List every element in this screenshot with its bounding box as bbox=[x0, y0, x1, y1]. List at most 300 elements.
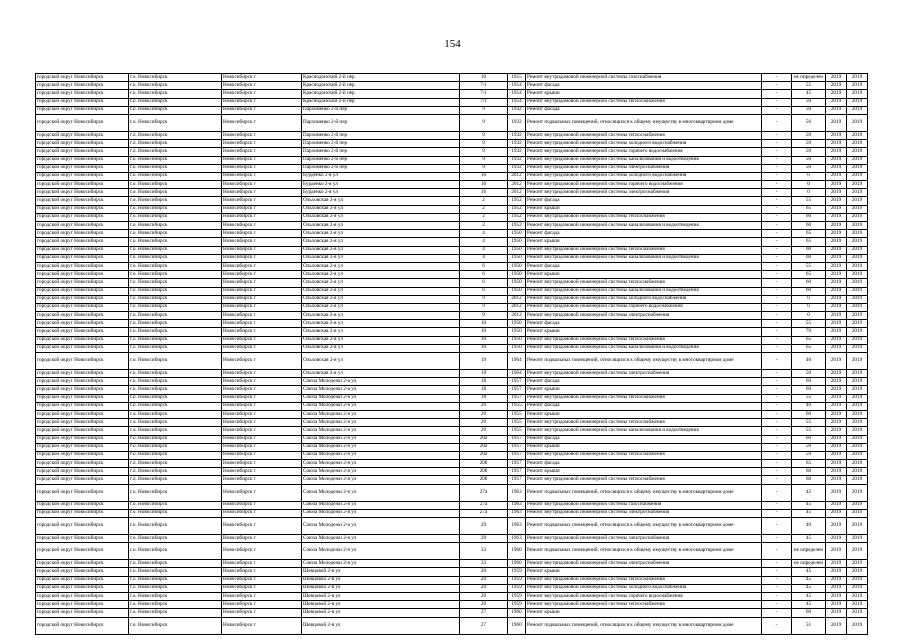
plan-year-from-cell: 2019 bbox=[826, 386, 847, 394]
table-row bbox=[36, 114, 868, 131]
street-cell: Ольховская 2-я ул bbox=[302, 295, 460, 303]
table-row bbox=[36, 98, 868, 106]
city-cell: Новосибирск г bbox=[222, 189, 302, 197]
wear-percent-cell: 40 bbox=[792, 402, 826, 410]
table-row bbox=[36, 443, 868, 451]
city-cell: Новосибирск г bbox=[222, 90, 302, 98]
plan-year-from-cell: 2019 bbox=[826, 320, 847, 328]
house-number-cell: 20 bbox=[460, 568, 508, 576]
municipality-cell: городской округ Новосибирск bbox=[36, 82, 129, 90]
city-cell: Новосибирск г bbox=[222, 484, 302, 501]
plan-year-to-cell: 2019 bbox=[847, 230, 868, 238]
city-cell: Новосибирск г bbox=[222, 197, 302, 205]
house-number-cell: 18 bbox=[460, 394, 508, 402]
build-year-cell: 1957 bbox=[508, 468, 526, 476]
city-cell: Новосибирск г bbox=[222, 592, 302, 600]
municipality-cell: городской округ Новосибирск bbox=[36, 106, 129, 114]
street-cell: Пархоменко 2-й пер bbox=[302, 114, 460, 131]
capital-repair-table bbox=[35, 73, 868, 635]
work-type-cell: Ремонт внутридомовой инженерной системы канализования и водоотведения bbox=[526, 427, 762, 435]
build-year-cell: 1932 bbox=[508, 114, 526, 131]
house-number-cell: 27 bbox=[460, 617, 508, 634]
settlement-cell: г.о. Новосибирск bbox=[129, 106, 222, 114]
work-type-cell: Ремонт подвальных помещений, относящихся к общему имуществу в многоквартирном доме bbox=[526, 114, 762, 131]
plan-year-from-cell: 2019 bbox=[826, 518, 847, 535]
table-row bbox=[36, 238, 868, 246]
settlement-cell: г.о. Новосибирск bbox=[129, 576, 222, 584]
wear-percent-cell: 50 bbox=[792, 98, 826, 106]
work-type-cell: Ремонт крыши bbox=[526, 205, 762, 213]
street-cell: Союза Молодежи 2-я ул bbox=[302, 460, 460, 468]
plan-year-to-cell: 2019 bbox=[847, 131, 868, 139]
build-year-cell: 1952 bbox=[508, 213, 526, 221]
build-year-cell: 1950 bbox=[508, 320, 526, 328]
plan-year-to-cell: 2019 bbox=[847, 518, 868, 535]
plan-year-from-cell: 2019 bbox=[826, 419, 847, 427]
extra-cell: - bbox=[762, 460, 792, 468]
municipality-cell: городской округ Новосибирск bbox=[36, 543, 129, 560]
table-row bbox=[36, 435, 868, 443]
work-type-cell: Ремонт крыши bbox=[526, 238, 762, 246]
settlement-cell: г.о. Новосибирск bbox=[129, 509, 222, 517]
house-number-cell: 20 bbox=[460, 402, 508, 410]
work-type-cell: Ремонт крыши bbox=[526, 568, 762, 576]
work-type-cell: Ремонт внутридомовой инженерной системы канализования и водоотведения bbox=[526, 254, 762, 262]
street-cell: Пархоменко 2-й пер bbox=[302, 131, 460, 139]
city-cell: Новосибирск г bbox=[222, 410, 302, 418]
plan-year-to-cell: 2019 bbox=[847, 435, 868, 443]
plan-year-from-cell: 2019 bbox=[826, 460, 847, 468]
plan-year-to-cell: 2019 bbox=[847, 402, 868, 410]
build-year-cell: 2012 bbox=[508, 189, 526, 197]
extra-cell: - bbox=[762, 617, 792, 634]
table-row bbox=[36, 205, 868, 213]
municipality-cell: городской округ Новосибирск bbox=[36, 518, 129, 535]
plan-year-from-cell: 2019 bbox=[826, 601, 847, 609]
build-year-cell: 1963 bbox=[508, 484, 526, 501]
municipality-cell: городской округ Новосибирск bbox=[36, 601, 129, 609]
street-cell: Пархоменко 2-й пер bbox=[302, 164, 460, 172]
house-number-cell: 20 bbox=[460, 419, 508, 427]
street-cell: Союза Молодежи 2-я ул bbox=[302, 509, 460, 517]
wear-percent-cell: 60 bbox=[792, 287, 826, 295]
extra-cell: - bbox=[762, 386, 792, 394]
city-cell: Новосибирск г bbox=[222, 320, 302, 328]
extra-cell: - bbox=[762, 576, 792, 584]
house-number-cell: 16 bbox=[460, 172, 508, 180]
settlement-cell: г.о. Новосибирск bbox=[129, 468, 222, 476]
plan-year-from-cell: 2019 bbox=[826, 74, 847, 82]
build-year-cell: 1952 bbox=[508, 197, 526, 205]
plan-year-to-cell: 2019 bbox=[847, 181, 868, 189]
municipality-cell: городской округ Новосибирск bbox=[36, 386, 129, 394]
settlement-cell: г.о. Новосибирск bbox=[129, 344, 222, 352]
municipality-cell: городской округ Новосибирск bbox=[36, 576, 129, 584]
wear-percent-cell: не определен bbox=[792, 560, 826, 568]
street-cell: Ольховская 2-я ул bbox=[302, 370, 460, 378]
street-cell: Ольховская 2-я ул bbox=[302, 246, 460, 254]
street-cell: Ольховская 2-я ул bbox=[302, 262, 460, 270]
city-cell: Новосибирск г bbox=[222, 271, 302, 279]
city-cell: Новосибирск г bbox=[222, 476, 302, 484]
municipality-cell: городской округ Новосибирск bbox=[36, 230, 129, 238]
house-number-cell: 4 bbox=[460, 230, 508, 238]
wear-percent-cell: 60 bbox=[792, 468, 826, 476]
house-number-cell: 9 bbox=[460, 114, 508, 131]
municipality-cell: городской округ Новосибирск bbox=[36, 303, 129, 311]
table-row bbox=[36, 568, 868, 576]
house-number-cell: 7/1 bbox=[460, 90, 508, 98]
table-row bbox=[36, 279, 868, 287]
house-number-cell: 6 bbox=[460, 287, 508, 295]
extra-cell: - bbox=[762, 148, 792, 156]
plan-year-to-cell: 2019 bbox=[847, 90, 868, 98]
extra-cell: - bbox=[762, 543, 792, 560]
street-cell: Союза Молодежи 2-я ул bbox=[302, 501, 460, 509]
table-row bbox=[36, 131, 868, 139]
settlement-cell: г.о. Новосибирск bbox=[129, 140, 222, 148]
build-year-cell: 1932 bbox=[508, 156, 526, 164]
extra-cell: - bbox=[762, 484, 792, 501]
municipality-cell: городской округ Новосибирск bbox=[36, 213, 129, 221]
wear-percent-cell: 55 bbox=[792, 197, 826, 205]
city-cell: Новосибирск г bbox=[222, 262, 302, 270]
plan-year-from-cell: 2019 bbox=[826, 114, 847, 131]
house-number-cell: 20 bbox=[460, 410, 508, 418]
wear-percent-cell: 65 bbox=[792, 205, 826, 213]
house-number-cell: 2 bbox=[460, 205, 508, 213]
work-type-cell: Ремонт фасада bbox=[526, 230, 762, 238]
plan-year-from-cell: 2019 bbox=[826, 328, 847, 336]
plan-year-to-cell: 2019 bbox=[847, 271, 868, 279]
plan-year-to-cell: 2019 bbox=[847, 568, 868, 576]
plan-year-to-cell: 2019 bbox=[847, 303, 868, 311]
table-row bbox=[36, 222, 868, 230]
street-cell: Ольховская 2-я ул bbox=[302, 336, 460, 344]
table-row bbox=[36, 419, 868, 427]
municipality-cell: городской округ Новосибирск bbox=[36, 197, 129, 205]
municipality-cell: городской округ Новосибирск bbox=[36, 410, 129, 418]
street-cell: Союза Молодежи 2-я ул bbox=[302, 419, 460, 427]
city-cell: Новосибирск г bbox=[222, 501, 302, 509]
plan-year-from-cell: 2019 bbox=[826, 230, 847, 238]
city-cell: Новосибирск г bbox=[222, 114, 302, 131]
street-cell: Ольховская 2-я ул bbox=[302, 328, 460, 336]
settlement-cell: г.о. Новосибирск bbox=[129, 601, 222, 609]
plan-year-from-cell: 2019 bbox=[826, 592, 847, 600]
wear-percent-cell: не определен bbox=[792, 74, 826, 82]
wear-percent-cell: 45 bbox=[792, 90, 826, 98]
municipality-cell: городской округ Новосибирск bbox=[36, 156, 129, 164]
extra-cell: - bbox=[762, 98, 792, 106]
house-number-cell: 9 bbox=[460, 303, 508, 311]
settlement-cell: г.о. Новосибирск bbox=[129, 460, 222, 468]
city-cell: Новосибирск г bbox=[222, 402, 302, 410]
house-number-cell: 9 bbox=[460, 312, 508, 320]
plan-year-from-cell: 2019 bbox=[826, 609, 847, 617]
street-cell: Шевцовой 2-я ул bbox=[302, 601, 460, 609]
settlement-cell: г.о. Новосибирск bbox=[129, 205, 222, 213]
wear-percent-cell: 45 bbox=[792, 568, 826, 576]
settlement-cell: г.о. Новосибирск bbox=[129, 131, 222, 139]
settlement-cell: г.о. Новосибирск bbox=[129, 114, 222, 131]
city-cell: Новосибирск г bbox=[222, 419, 302, 427]
work-type-cell: Ремонт внутридомовой инженерной системы канализования и водоотведения bbox=[526, 156, 762, 164]
wear-percent-cell: 65 bbox=[792, 238, 826, 246]
municipality-cell: городской округ Новосибирск bbox=[36, 584, 129, 592]
plan-year-from-cell: 2019 bbox=[826, 213, 847, 221]
wear-percent-cell: 45 bbox=[792, 535, 826, 543]
extra-cell: - bbox=[762, 114, 792, 131]
extra-cell: - bbox=[762, 370, 792, 378]
extra-cell: - bbox=[762, 246, 792, 254]
build-year-cell: 1950 bbox=[508, 336, 526, 344]
house-number-cell: 16 bbox=[460, 181, 508, 189]
plan-year-to-cell: 2019 bbox=[847, 254, 868, 262]
plan-year-to-cell: 2019 bbox=[847, 584, 868, 592]
plan-year-from-cell: 2019 bbox=[826, 181, 847, 189]
plan-year-to-cell: 2019 bbox=[847, 394, 868, 402]
extra-cell: - bbox=[762, 312, 792, 320]
plan-year-from-cell: 2019 bbox=[826, 189, 847, 197]
plan-year-to-cell: 2019 bbox=[847, 543, 868, 560]
plan-year-to-cell: 2019 bbox=[847, 189, 868, 197]
plan-year-to-cell: 2019 bbox=[847, 336, 868, 344]
wear-percent-cell: 55 bbox=[792, 320, 826, 328]
table-row bbox=[36, 609, 868, 617]
table-row bbox=[36, 213, 868, 221]
municipality-cell: городской округ Новосибирск bbox=[36, 378, 129, 386]
plan-year-to-cell: 2019 bbox=[847, 74, 868, 82]
table-row bbox=[36, 287, 868, 295]
table-row bbox=[36, 560, 868, 568]
settlement-cell: г.о. Новосибирск bbox=[129, 427, 222, 435]
plan-year-from-cell: 2019 bbox=[826, 509, 847, 517]
plan-year-to-cell: 2019 bbox=[847, 460, 868, 468]
city-cell: Новосибирск г bbox=[222, 148, 302, 156]
municipality-cell: городской округ Новосибирск bbox=[36, 509, 129, 517]
extra-cell: - bbox=[762, 82, 792, 90]
wear-percent-cell: 50 bbox=[792, 148, 826, 156]
extra-cell: - bbox=[762, 287, 792, 295]
build-year-cell: 1955 bbox=[508, 419, 526, 427]
municipality-cell: городской округ Новосибирск bbox=[36, 476, 129, 484]
house-number-cell: 9 bbox=[460, 106, 508, 114]
street-cell: Союза Молодежи 2-я ул bbox=[302, 535, 460, 543]
street-cell: Союза Молодежи 2-я ул bbox=[302, 386, 460, 394]
work-type-cell: Ремонт фасада bbox=[526, 402, 762, 410]
wear-percent-cell: 60 bbox=[792, 378, 826, 386]
extra-cell: - bbox=[762, 197, 792, 205]
build-year-cell: 1950 bbox=[508, 254, 526, 262]
settlement-cell: г.о. Новосибирск bbox=[129, 617, 222, 634]
street-cell: Союза Молодежи 2-я ул bbox=[302, 435, 460, 443]
wear-percent-cell: 50 bbox=[792, 106, 826, 114]
plan-year-from-cell: 2019 bbox=[826, 451, 847, 459]
table-row bbox=[36, 484, 868, 501]
settlement-cell: г.о. Новосибирск bbox=[129, 254, 222, 262]
work-type-cell: Ремонт внутридомовой инженерной системы теплоснабжения bbox=[526, 476, 762, 484]
plan-year-to-cell: 2019 bbox=[847, 419, 868, 427]
city-cell: Новосибирск г bbox=[222, 164, 302, 172]
city-cell: Новосибирск г bbox=[222, 230, 302, 238]
plan-year-from-cell: 2019 bbox=[826, 617, 847, 634]
house-number-cell: 6 bbox=[460, 279, 508, 287]
table-row bbox=[36, 74, 868, 82]
extra-cell: - bbox=[762, 213, 792, 221]
build-year-cell: 1957 bbox=[508, 476, 526, 484]
municipality-cell: городской округ Новосибирск bbox=[36, 568, 129, 576]
plan-year-from-cell: 2019 bbox=[826, 295, 847, 303]
build-year-cell: 1960 bbox=[508, 543, 526, 560]
extra-cell: - bbox=[762, 336, 792, 344]
city-cell: Новосибирск г bbox=[222, 378, 302, 386]
work-type-cell: Ремонт внутридомовой инженерной системы теплоснабжения bbox=[526, 394, 762, 402]
street-cell: Союза Молодежи 2-я ул bbox=[302, 427, 460, 435]
city-cell: Новосибирск г bbox=[222, 609, 302, 617]
build-year-cell: 1954 bbox=[508, 90, 526, 98]
build-year-cell: 1932 bbox=[508, 106, 526, 114]
house-number-cell: 18 bbox=[460, 378, 508, 386]
plan-year-from-cell: 2019 bbox=[826, 560, 847, 568]
build-year-cell: 2012 bbox=[508, 295, 526, 303]
street-cell: Шевцовой 2-я ул bbox=[302, 617, 460, 634]
table-row bbox=[36, 410, 868, 418]
work-type-cell: Ремонт внутридомовой инженерной системы теплоснабжения bbox=[526, 98, 762, 106]
table-row bbox=[36, 353, 868, 370]
build-year-cell: 1950 bbox=[508, 230, 526, 238]
municipality-cell: городской округ Новосибирск bbox=[36, 295, 129, 303]
build-year-cell: 1955 bbox=[508, 74, 526, 82]
city-cell: Новосибирск г bbox=[222, 584, 302, 592]
extra-cell: - bbox=[762, 320, 792, 328]
house-number-cell: 4 bbox=[460, 254, 508, 262]
plan-year-to-cell: 2019 bbox=[847, 535, 868, 543]
settlement-cell: г.о. Новосибирск bbox=[129, 386, 222, 394]
wear-percent-cell: 55 bbox=[792, 394, 826, 402]
wear-percent-cell: 50 bbox=[792, 370, 826, 378]
work-type-cell: Ремонт подвальных помещений, относящихся к общему имуществу в многоквартирном доме bbox=[526, 617, 762, 634]
municipality-cell: городской округ Новосибирск bbox=[36, 328, 129, 336]
plan-year-to-cell: 2019 bbox=[847, 197, 868, 205]
house-number-cell: 9 bbox=[460, 164, 508, 172]
build-year-cell: 1957 bbox=[508, 451, 526, 459]
settlement-cell: г.о. Новосибирск bbox=[129, 543, 222, 560]
plan-year-from-cell: 2019 bbox=[826, 584, 847, 592]
municipality-cell: городской округ Новосибирск bbox=[36, 189, 129, 197]
wear-percent-cell: 50 bbox=[792, 156, 826, 164]
house-number-cell: 27а bbox=[460, 501, 508, 509]
work-type-cell: Ремонт внутридомовой инженерной системы канализования и водоотведения bbox=[526, 287, 762, 295]
work-type-cell: Ремонт внутридомовой инженерной системы электроснабжения bbox=[526, 189, 762, 197]
work-type-cell: Ремонт подвальных помещений, относящихся к общему имуществу в многоквартирном доме bbox=[526, 518, 762, 535]
settlement-cell: г.о. Новосибирск bbox=[129, 279, 222, 287]
work-type-cell: Ремонт внутридомовой инженерной системы газоснабжения bbox=[526, 74, 762, 82]
plan-year-from-cell: 2019 bbox=[826, 312, 847, 320]
settlement-cell: г.о. Новосибирск bbox=[129, 230, 222, 238]
settlement-cell: г.о. Новосибирск bbox=[129, 271, 222, 279]
build-year-cell: 1959 bbox=[508, 568, 526, 576]
work-type-cell: Ремонт фасада bbox=[526, 460, 762, 468]
city-cell: Новосибирск г bbox=[222, 303, 302, 311]
settlement-cell: г.о. Новосибирск bbox=[129, 164, 222, 172]
extra-cell: - bbox=[762, 468, 792, 476]
street-cell: Шевцовой 2-я ул bbox=[302, 576, 460, 584]
city-cell: Новосибирск г bbox=[222, 279, 302, 287]
wear-percent-cell: 0 bbox=[792, 303, 826, 311]
house-number-cell: 9 bbox=[460, 140, 508, 148]
settlement-cell: г.о. Новосибирск bbox=[129, 156, 222, 164]
extra-cell: - bbox=[762, 205, 792, 213]
build-year-cell: 1960 bbox=[508, 617, 526, 634]
extra-cell: - bbox=[762, 476, 792, 484]
settlement-cell: г.о. Новосибирск bbox=[129, 74, 222, 82]
city-cell: Новосибирск г bbox=[222, 287, 302, 295]
street-cell: Союза Молодежи 2-я ул bbox=[302, 394, 460, 402]
extra-cell: - bbox=[762, 328, 792, 336]
table-row bbox=[36, 172, 868, 180]
city-cell: Новосибирск г bbox=[222, 172, 302, 180]
work-type-cell: Ремонт крыши bbox=[526, 468, 762, 476]
city-cell: Новосибирск г bbox=[222, 140, 302, 148]
extra-cell: - bbox=[762, 568, 792, 576]
build-year-cell: 1955 bbox=[508, 427, 526, 435]
plan-year-to-cell: 2019 bbox=[847, 156, 868, 164]
municipality-cell: городской округ Новосибирск bbox=[36, 535, 129, 543]
extra-cell: - bbox=[762, 394, 792, 402]
wear-percent-cell: 60 bbox=[792, 386, 826, 394]
city-cell: Новосибирск г bbox=[222, 386, 302, 394]
extra-cell: - bbox=[762, 443, 792, 451]
house-number-cell: 10 bbox=[460, 336, 508, 344]
house-number-cell: 20б bbox=[460, 460, 508, 468]
work-type-cell: Ремонт внутридомовой инженерной системы горячего водоснабжения bbox=[526, 303, 762, 311]
build-year-cell: 1955 bbox=[508, 402, 526, 410]
plan-year-to-cell: 2019 bbox=[847, 592, 868, 600]
house-number-cell: 2 bbox=[460, 222, 508, 230]
municipality-cell: городской округ Новосибирск bbox=[36, 140, 129, 148]
plan-year-to-cell: 2019 bbox=[847, 378, 868, 386]
plan-year-to-cell: 2019 bbox=[847, 443, 868, 451]
build-year-cell: 1963 bbox=[508, 501, 526, 509]
house-number-cell: 10 bbox=[460, 320, 508, 328]
house-number-cell: 27а bbox=[460, 509, 508, 517]
build-year-cell: 1957 bbox=[508, 378, 526, 386]
settlement-cell: г.о. Новосибирск bbox=[129, 148, 222, 156]
city-cell: Новосибирск г bbox=[222, 518, 302, 535]
extra-cell: - bbox=[762, 378, 792, 386]
city-cell: Новосибирск г bbox=[222, 328, 302, 336]
table-row bbox=[36, 543, 868, 560]
plan-year-to-cell: 2019 bbox=[847, 98, 868, 106]
city-cell: Новосибирск г bbox=[222, 106, 302, 114]
municipality-cell: городской округ Новосибирск bbox=[36, 560, 129, 568]
plan-year-from-cell: 2019 bbox=[826, 238, 847, 246]
extra-cell: - bbox=[762, 592, 792, 600]
work-type-cell: Ремонт внутридомовой инженерной системы электроснабжения bbox=[526, 312, 762, 320]
house-number-cell: 4 bbox=[460, 238, 508, 246]
city-cell: Новосибирск г bbox=[222, 336, 302, 344]
extra-cell: - bbox=[762, 303, 792, 311]
table-row bbox=[36, 328, 868, 336]
wear-percent-cell: 50 bbox=[792, 131, 826, 139]
street-cell: Союза Молодежи 2-я ул bbox=[302, 402, 460, 410]
plan-year-from-cell: 2019 bbox=[826, 576, 847, 584]
municipality-cell: городской округ Новосибирск bbox=[36, 114, 129, 131]
street-cell: Пархоменко 2-й пер bbox=[302, 140, 460, 148]
street-cell: Ольховская 2-я ул bbox=[302, 238, 460, 246]
city-cell: Новосибирск г bbox=[222, 74, 302, 82]
